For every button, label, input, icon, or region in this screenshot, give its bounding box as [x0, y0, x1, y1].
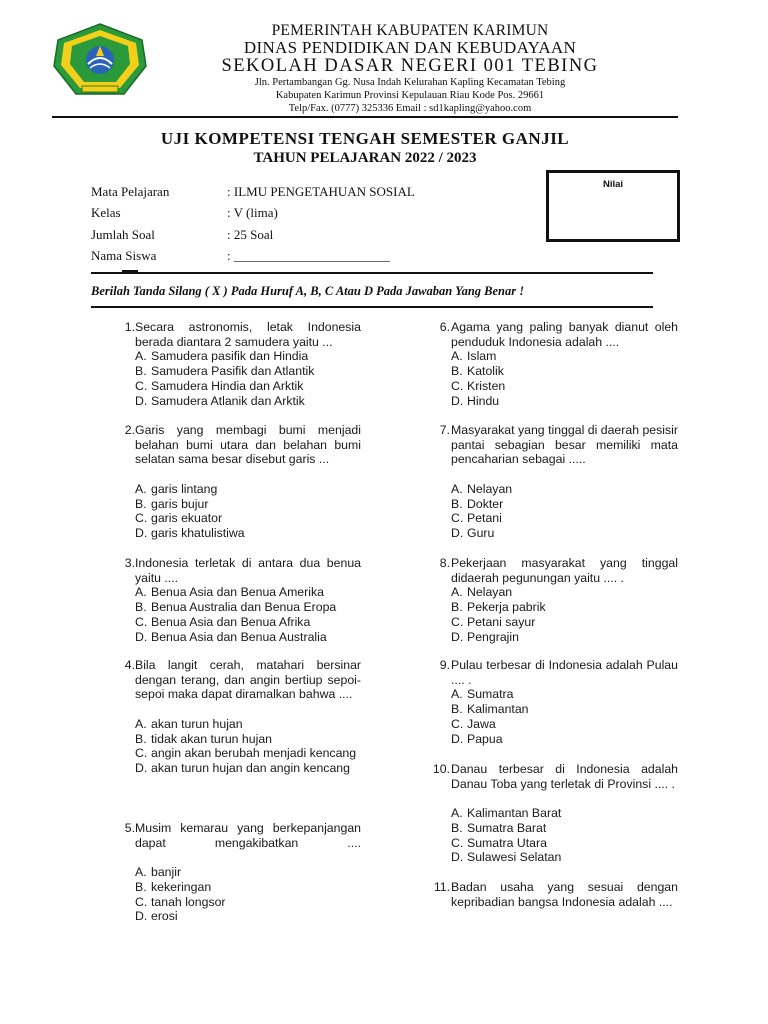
exam-year: TAHUN PELAJARAN 2022 / 2023 [253, 150, 477, 166]
option-c[interactable] [135, 511, 367, 526]
option-c[interactable] [451, 379, 683, 394]
question-number: 11. [433, 880, 450, 894]
option-letter: C. [135, 511, 148, 526]
option-d[interactable] [451, 394, 683, 409]
option-letter: D. [451, 525, 464, 540]
option-letter: A. [135, 585, 147, 600]
option-letter: D. [451, 393, 464, 408]
option-text: Sumatra [467, 687, 514, 702]
option-b[interactable] [451, 702, 683, 717]
question-number: 6. [439, 320, 450, 334]
option-letter: C. [451, 378, 464, 393]
option-letter: A. [451, 585, 463, 600]
option-text: Sumatra Barat [467, 820, 547, 835]
option-text: Nelayan [467, 585, 513, 600]
option-text: banjir [151, 865, 182, 880]
option-text: Jawa [467, 716, 496, 731]
option-a[interactable] [135, 349, 367, 364]
option-b[interactable] [135, 364, 367, 379]
option-text: angin akan berubah menjadi kencang [151, 746, 357, 761]
option-text: Petani [467, 511, 502, 526]
option-text: Samudera Pasifik dan Atlantik [151, 364, 315, 379]
option-a[interactable] [451, 482, 683, 497]
option-d[interactable] [451, 732, 683, 747]
option-text: Hindu [467, 393, 500, 408]
option-letter: A. [451, 687, 463, 702]
option-text: Kalimantan Barat [467, 806, 562, 821]
option-text: Dokter [467, 496, 504, 511]
option-letter: B. [451, 496, 463, 511]
info-subject-label: Mata Pelajaran [91, 184, 170, 199]
instruction-divider-bottom [91, 306, 653, 308]
option-list [135, 349, 367, 408]
option-letter: C. [135, 894, 148, 909]
header-government: PEMERINTAH KABUPATEN KARIMUN [271, 22, 549, 39]
option-letter: B. [135, 364, 147, 379]
option-c[interactable] [451, 615, 683, 630]
option-text: Kristen [467, 378, 506, 393]
question-text: Garis yang membagi bumi menjadi belahan bumi utara dan belahan bumi selatan sama besar disebut garis ... [135, 423, 361, 467]
option-a[interactable] [135, 585, 367, 600]
option-list [135, 585, 367, 644]
option-d[interactable] [135, 394, 367, 409]
option-text: Islam [467, 349, 497, 364]
option-b[interactable] [135, 497, 367, 512]
option-letter: C. [451, 716, 464, 731]
option-letter: D. [451, 731, 464, 746]
option-letter: D. [451, 629, 464, 644]
instruction-text: Berilah Tanda Silang ( X ) Pada Huruf A, B, C Atau D Pada Jawaban Yang Benar ! [91, 284, 525, 298]
header-school-name: SEKOLAH DASAR NEGERI 001 TEBING [221, 56, 599, 76]
question-text: Indonesia terletak di antara dua benua yaitu .... [135, 556, 361, 585]
option-letter: C. [135, 378, 148, 393]
question-text: Masyarakat yang tinggal di daerah pesisir pantai sebagian besar memiliki mata pencaharian sebagai ..... [451, 423, 678, 467]
instruction-divider-top [91, 272, 653, 274]
question-text: Pekerjaan masyarakat yang tinggal didaerah pegunungan yaitu .... . [451, 556, 678, 585]
option-letter: B. [135, 879, 147, 894]
question-number: 3. [124, 556, 135, 570]
option-c[interactable] [451, 511, 683, 526]
option-letter: B. [451, 364, 463, 379]
question-number: 8. [439, 556, 450, 570]
exam-title: UJI KOMPETENSI TENGAH SEMESTER GANJIL [160, 129, 570, 148]
option-text: Kalimantan [467, 702, 529, 717]
option-text: akan turun hujan [151, 716, 243, 731]
option-a[interactable] [451, 585, 683, 600]
info-class-value: : V (lima) [227, 205, 278, 220]
option-text: Katolik [467, 364, 504, 379]
option-letter: B. [451, 600, 463, 615]
header-address: Jln. Pertambangan Gg. Nusa Indah Kelurahan Kapling Kecamatan Tebing [254, 77, 566, 88]
info-student-name-label: Nama Siswa [91, 248, 157, 263]
option-letter: A. [135, 865, 147, 880]
option-letter: D. [135, 629, 148, 644]
option-list [451, 806, 683, 865]
option-letter: C. [451, 835, 464, 850]
option-letter: A. [135, 716, 147, 731]
question-number: 5. [124, 821, 135, 835]
option-text: Benua Australia dan Benua Eropa [151, 600, 337, 615]
option-b[interactable] [451, 497, 683, 512]
option-c[interactable] [135, 379, 367, 394]
option-d[interactable] [135, 909, 367, 924]
option-b[interactable] [135, 880, 367, 895]
question-text: Pulau terbesar di Indonesia adalah Pulau .... . [451, 658, 678, 687]
question-number: 1. [124, 320, 135, 334]
header-department: DINAS PENDIDIKAN DAN KEBUDAYAAN [243, 38, 577, 57]
option-letter: A. [135, 349, 147, 364]
option-b[interactable] [451, 821, 683, 836]
option-text: Guru [467, 525, 495, 540]
option-letter: B. [135, 496, 147, 511]
question-text: Danau terbesar di Indonesia adalah Danau Toba yang terletak di Provinsi .... . [451, 762, 678, 791]
option-letter: C. [135, 614, 148, 629]
option-text: garis bujur [151, 496, 209, 511]
option-b[interactable] [451, 364, 683, 379]
option-list [135, 482, 367, 541]
question-number: 7. [439, 423, 450, 437]
option-letter: A. [451, 349, 463, 364]
option-letter: B. [135, 600, 147, 615]
option-text: Sumatra Utara [467, 835, 547, 850]
option-text: Pengrajin [467, 629, 519, 644]
option-text: Benua Asia dan Benua Australia [151, 629, 327, 644]
option-d[interactable] [135, 761, 361, 776]
info-class-label: Kelas [91, 205, 121, 220]
option-letter: C. [451, 614, 464, 629]
question-number: 10. [432, 762, 450, 776]
header-region: Kabupaten Karimun Provinsi Kepulauan Riau Kode Pos. 29661 [275, 90, 545, 101]
option-d[interactable] [451, 630, 683, 645]
option-text: kekeringan [151, 879, 212, 894]
question-number: 2. [124, 423, 135, 437]
info-subject-value: : ILMU PENGETAHUAN SOSIAL [227, 184, 415, 199]
option-letter: D. [135, 909, 148, 924]
regency-emblem-icon [52, 22, 148, 98]
question-text: Secara astronomis, letak Indonesia berada diantara 2 samudera yaitu ... [135, 320, 361, 349]
score-label: Nilai [602, 179, 624, 190]
option-a[interactable] [451, 806, 683, 821]
option-list [451, 687, 683, 746]
option-text: garis khatulistiwa [151, 525, 245, 540]
question-text: Bila langit cerah, matahari bersinar dengan terang, dan angin bertiup sepoi-sepoi maka dapat diramalkan bahwa .... [135, 658, 361, 702]
option-letter: B. [451, 702, 463, 717]
option-text: garis ekuator [151, 511, 223, 526]
option-c[interactable] [135, 615, 367, 630]
option-c[interactable] [135, 895, 367, 910]
question-text: Musim kemarau yang berkepanjangan dapat mengakibatkan .... [135, 821, 361, 850]
option-d[interactable] [451, 850, 683, 865]
option-text: Pekerja pabrik [467, 600, 546, 615]
option-a[interactable] [135, 717, 367, 732]
option-d[interactable] [135, 630, 367, 645]
option-text: akan turun hujan dan angin kencang [151, 760, 350, 775]
option-letter: D. [451, 850, 464, 865]
header-contact: Telp/Fax. (0777) 325336 Email : sd1kapling@yahoo.com [288, 103, 532, 114]
option-text: Petani sayur [467, 614, 536, 629]
info-count-value: : 25 Soal [227, 227, 274, 242]
option-letter: D. [135, 393, 148, 408]
question-text: Badan usaha yang sesuai dengan kepribadian bangsa Indonesia adalah .... [451, 880, 678, 909]
option-list [451, 482, 683, 541]
option-list [451, 349, 683, 408]
option-letter: B. [135, 731, 147, 746]
option-c[interactable] [451, 836, 683, 851]
question-number: 4. [124, 658, 135, 672]
option-letter: B. [451, 820, 463, 835]
option-text: Samudera Hindia dan Arktik [151, 378, 304, 393]
option-text: Samudera pasifik dan Hindia [151, 349, 309, 364]
option-text: Samudera Atlanik dan Arktik [151, 393, 305, 408]
option-text: erosi [151, 909, 178, 924]
option-c[interactable] [135, 746, 361, 761]
option-letter: A. [451, 806, 463, 821]
option-b[interactable] [451, 600, 683, 615]
option-a[interactable] [451, 349, 683, 364]
option-list [135, 865, 367, 924]
option-a[interactable] [135, 865, 367, 880]
option-text: Benua Asia dan Benua Afrika [151, 614, 311, 629]
option-letter: C. [135, 746, 148, 761]
option-text: Nelayan [467, 481, 513, 496]
option-list [135, 717, 367, 776]
option-text: Benua Asia dan Benua Amerika [151, 585, 324, 600]
option-b[interactable] [135, 600, 367, 615]
question-text: Agama yang paling banyak dianut oleh penduduk Indonesia adalah .... [451, 320, 678, 349]
question-number: 9. [439, 658, 450, 672]
option-text: garis lintang [151, 481, 218, 496]
option-text: Sulawesi Selatan [467, 850, 562, 865]
option-letter: D. [135, 525, 148, 540]
option-text: tidak akan turun hujan [151, 731, 273, 746]
info-count-label: Jumlah Soal [91, 227, 155, 242]
score-box[interactable] [546, 170, 680, 242]
option-c[interactable] [451, 717, 683, 732]
option-letter: A. [451, 481, 463, 496]
option-list [451, 585, 683, 644]
option-a[interactable] [451, 687, 683, 702]
option-letter: A. [135, 481, 147, 496]
info-student-name-field[interactable]: : ________________________ [227, 248, 390, 263]
option-d[interactable] [451, 526, 683, 541]
option-letter: D. [135, 760, 148, 775]
option-b[interactable] [135, 732, 367, 747]
option-text: Papua [467, 731, 503, 746]
option-letter: C. [451, 511, 464, 526]
option-a[interactable] [135, 482, 367, 497]
option-text: tanah longsor [151, 894, 226, 909]
option-d[interactable] [135, 526, 367, 541]
header-divider [52, 116, 678, 118]
